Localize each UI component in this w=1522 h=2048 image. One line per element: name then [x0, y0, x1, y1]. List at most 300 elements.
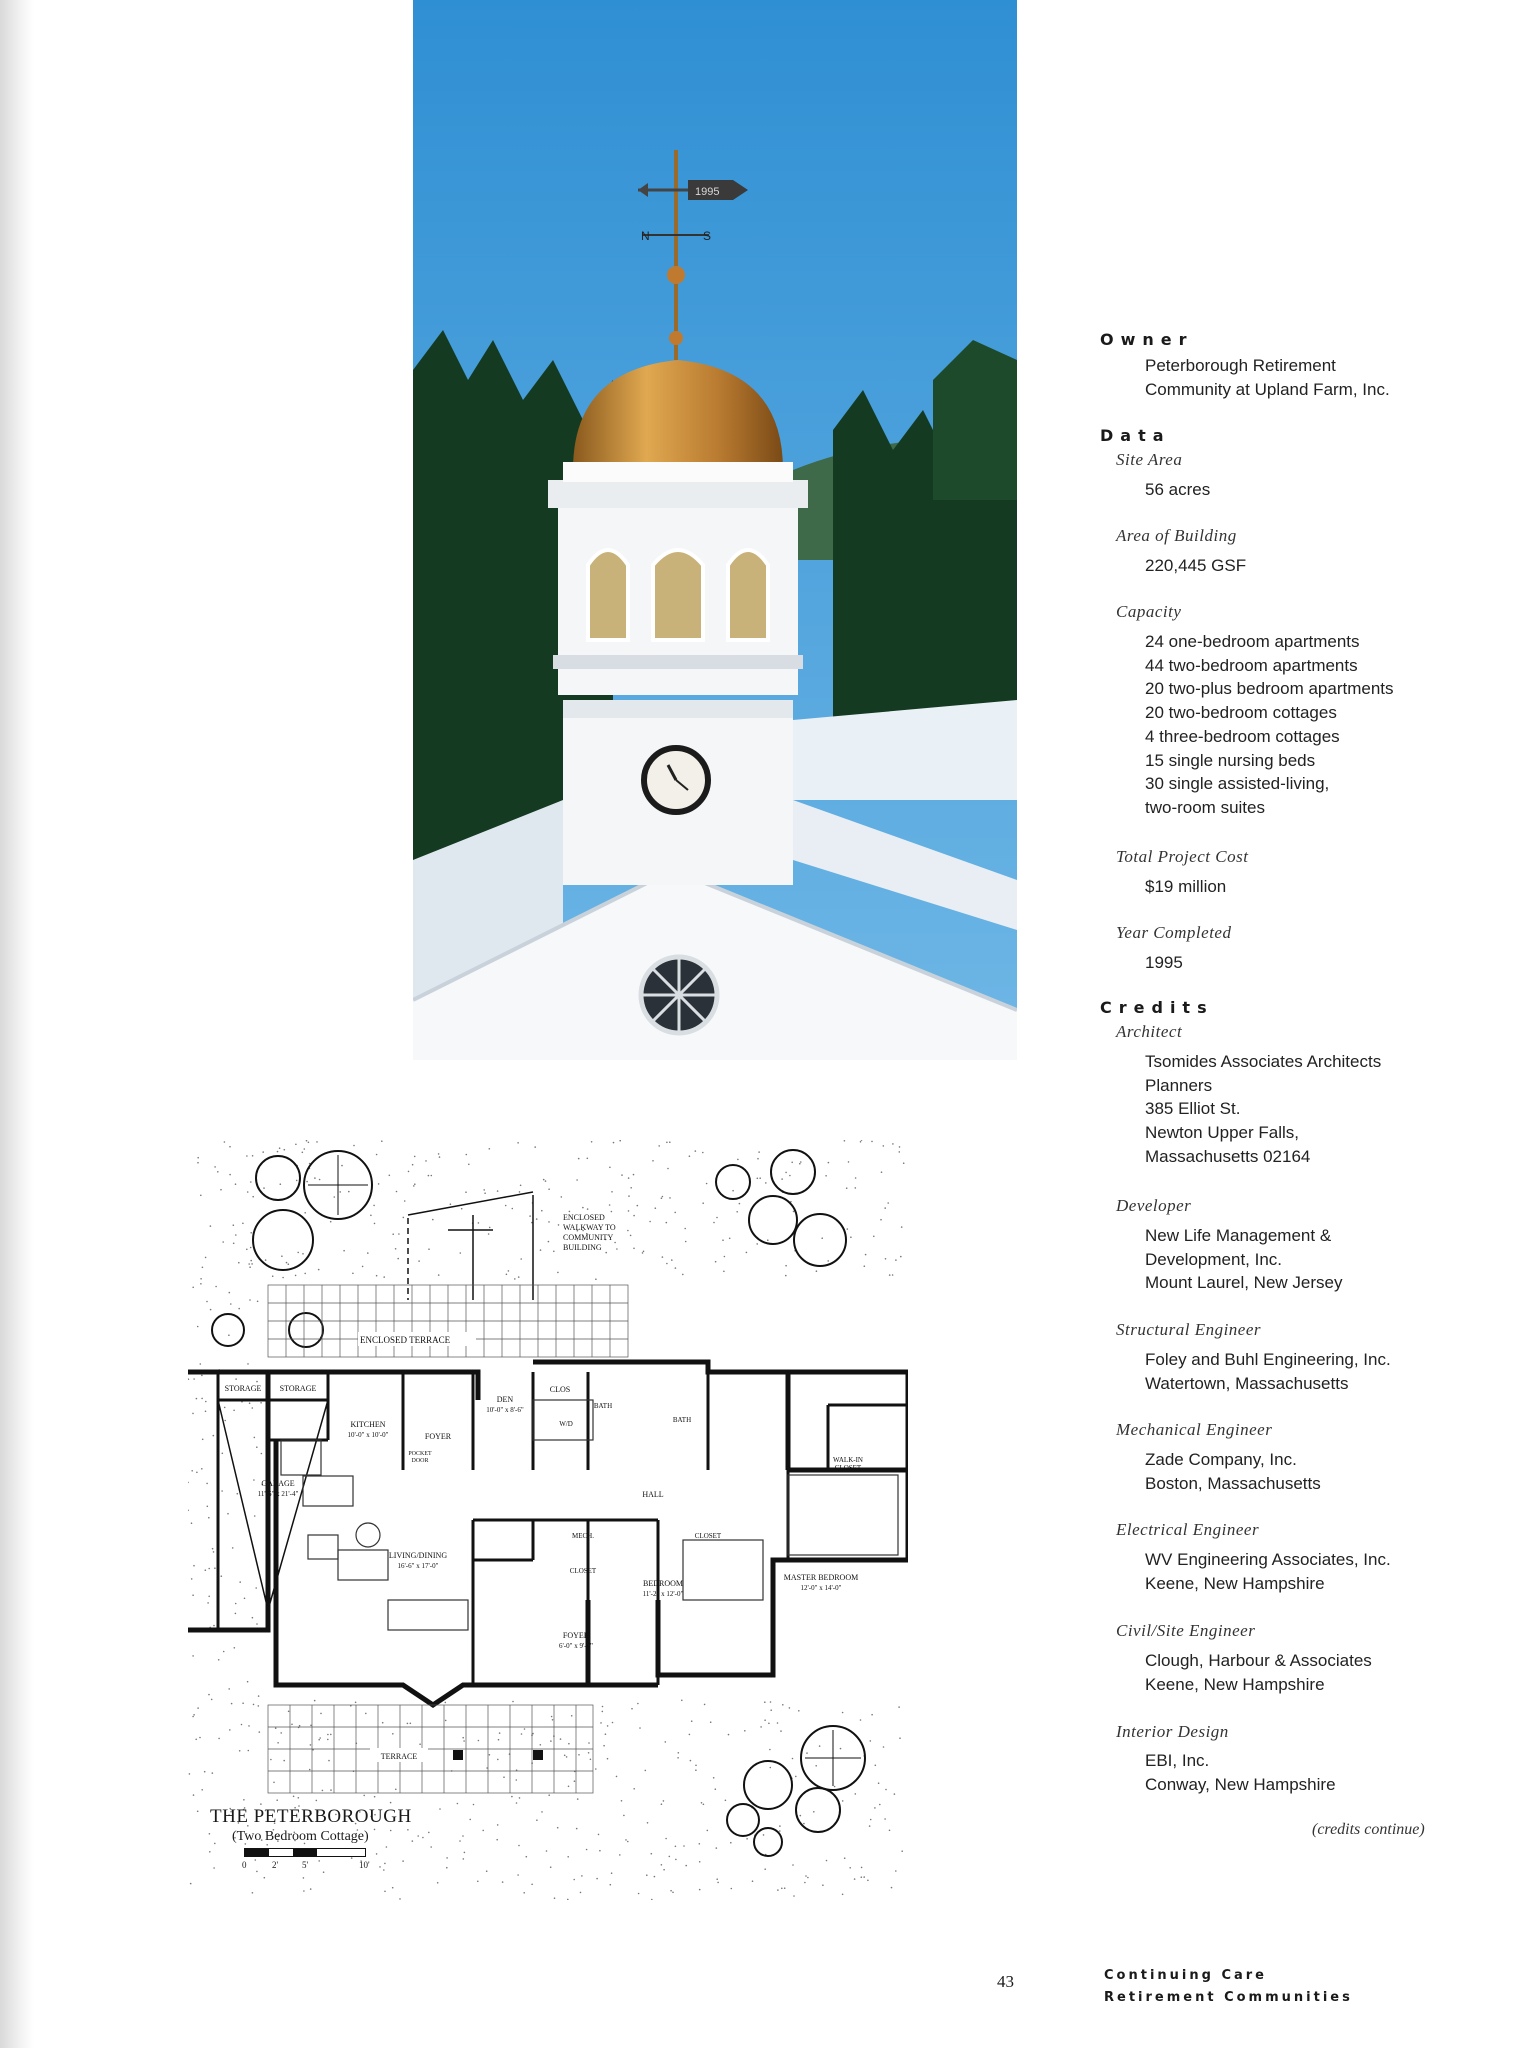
stipple-dot: [383, 1869, 385, 1871]
stipple-dot: [756, 1243, 758, 1245]
stipple-dot: [633, 1788, 635, 1790]
stipple-dot: [199, 1737, 201, 1739]
stipple-dot: [253, 1479, 255, 1481]
stipple-dot: [208, 1694, 210, 1696]
stipple-dot: [306, 1181, 308, 1183]
stipple-dot: [213, 1435, 215, 1437]
compass-s-label: S: [703, 229, 712, 243]
stipple-dot: [309, 1769, 311, 1771]
stipple-dot: [651, 1899, 653, 1900]
mechanical-line: Zade Company, Inc.: [1145, 1450, 1297, 1469]
stipple-dot: [399, 1898, 401, 1900]
stipple-dot: [466, 1154, 468, 1156]
stipple-dot: [255, 1587, 257, 1589]
stipple-dot: [489, 1754, 491, 1756]
svg-text:WALKWAY TO: WALKWAY TO: [563, 1223, 616, 1232]
stipple-dot: [739, 1203, 741, 1205]
stipple-dot: [623, 1815, 625, 1817]
mechanical-label: Mechanical Engineer: [1116, 1420, 1273, 1439]
plan-title: THE PETERBOROUGH: [210, 1806, 412, 1827]
scale-label: 2': [272, 1860, 279, 1870]
stipple-dot: [330, 1221, 332, 1223]
stipple-dot: [408, 1171, 410, 1173]
scale-label: 5': [302, 1860, 309, 1870]
stipple-dot: [327, 1734, 329, 1736]
stipple-dot: [248, 1725, 250, 1727]
stipple-dot: [781, 1178, 783, 1180]
structural-text: [1145, 1348, 1391, 1395]
stipple-dot: [725, 1800, 727, 1802]
stipple-dot: [192, 1287, 194, 1289]
stipple-dot: [242, 1223, 244, 1225]
stipple-dot: [208, 1596, 210, 1598]
stipple-dot: [540, 1249, 542, 1251]
stipple-dot: [844, 1857, 846, 1859]
stipple-dot: [728, 1734, 730, 1736]
stipple-dot: [502, 1881, 504, 1883]
stipple-dot: [723, 1271, 725, 1273]
stipple-dot: [197, 1326, 199, 1328]
stipple-dot: [536, 1819, 538, 1821]
stipple-dot: [439, 1808, 441, 1810]
stipple-dot: [250, 1181, 252, 1183]
stipple-dot: [777, 1722, 779, 1724]
stipple-dot: [376, 1275, 378, 1277]
building-area-block: [1145, 554, 1246, 578]
stipple-dot: [871, 1714, 873, 1716]
stipple-dot: [254, 1437, 256, 1439]
stipple-dot: [595, 1278, 597, 1280]
stipple-dot: [789, 1707, 791, 1709]
svg-text:POCKET: POCKET: [408, 1451, 432, 1457]
svg-text:11'-6" x 21'-4": 11'-6" x 21'-4": [257, 1490, 299, 1498]
stipple-dot: [247, 1681, 249, 1683]
stipple-dot: [847, 1228, 849, 1230]
stipple-dot: [782, 1704, 784, 1706]
stipple-dot: [793, 1895, 795, 1897]
stipple-dot: [643, 1251, 645, 1253]
architect-line: Planners: [1145, 1075, 1213, 1095]
building-area-label: Area of Building: [1116, 526, 1237, 545]
stipple-dot: [243, 1799, 245, 1801]
stipple-dot: [541, 1811, 543, 1813]
stipple-dot: [870, 1819, 872, 1821]
stipple-dot: [204, 1771, 206, 1773]
stipple-dot: [518, 1276, 520, 1278]
stipple-dot: [261, 1453, 263, 1455]
stipple-dot: [235, 1183, 237, 1185]
svg-text:CLOS: CLOS: [549, 1385, 571, 1394]
stipple-dot: [348, 1191, 350, 1193]
stipple-dot: [554, 1897, 556, 1899]
stipple-dot: [822, 1884, 824, 1886]
stipple-dot: [206, 1301, 208, 1303]
stipple-dot: [192, 1413, 194, 1415]
stipple-dot: [781, 1888, 783, 1890]
stipple-dot: [642, 1252, 644, 1254]
stipple-dot: [566, 1756, 568, 1758]
stipple-dot: [202, 1267, 204, 1269]
stipple-dot: [682, 1274, 684, 1276]
stipple-dot: [724, 1256, 726, 1258]
stipple-dot: [511, 1796, 513, 1798]
svg-text:BUILDING: BUILDING: [563, 1243, 602, 1252]
stipple-dot: [716, 1847, 718, 1849]
scale-bar-graphic: [244, 1848, 366, 1857]
stipple-dot: [647, 1822, 649, 1824]
stipple-dot: [628, 1177, 630, 1179]
stipple-dot: [602, 1706, 604, 1708]
svg-text:BATH: BATH: [593, 1402, 613, 1410]
stipple-dot: [764, 1719, 766, 1721]
stipple-dot: [235, 1613, 237, 1615]
stipple-dot: [272, 1275, 274, 1277]
stipple-dot: [296, 1180, 298, 1182]
stipple-dot: [295, 1144, 297, 1146]
book-spine-shadow: [0, 0, 34, 2048]
stipple-dot: [675, 1267, 677, 1269]
stipple-dot: [519, 1797, 521, 1799]
stipple-dot: [252, 1196, 254, 1198]
stipple-dot: [223, 1651, 225, 1653]
stipple-dot: [667, 1168, 669, 1170]
stipple-dot: [619, 1140, 621, 1142]
stipple-dot: [792, 1758, 794, 1760]
stipple-dot: [813, 1811, 815, 1813]
stipple-dot: [889, 1830, 891, 1832]
stipple-dot: [662, 1196, 664, 1198]
stipple-dot: [703, 1804, 705, 1806]
stipple-dot: [284, 1149, 286, 1151]
stipple-dot: [885, 1789, 887, 1791]
stipple-dot: [548, 1188, 550, 1190]
stipple-dot: [568, 1743, 570, 1745]
owner-line: Community at Upland Farm, Inc.: [1145, 379, 1390, 399]
stipple-dot: [630, 1187, 632, 1189]
developer-label: Developer: [1116, 1196, 1192, 1215]
stipple-dot: [770, 1767, 772, 1769]
stipple-dot: [630, 1235, 632, 1237]
svg-text:MECH.: MECH.: [572, 1532, 594, 1540]
stipple-dot: [302, 1253, 304, 1255]
stipple-dot: [407, 1829, 409, 1831]
stipple-dot: [666, 1222, 668, 1224]
stipple-dot: [607, 1758, 609, 1760]
stipple-dot: [276, 1799, 278, 1801]
stipple-dot: [874, 1807, 876, 1809]
stipple-dot: [353, 1145, 355, 1147]
owner-heading: Owner: [1100, 330, 1194, 349]
stipple-dot: [595, 1768, 597, 1770]
stipple-dot: [586, 1849, 588, 1851]
stipple-dot: [281, 1255, 283, 1257]
stipple-dot: [302, 1152, 304, 1154]
stipple-dot: [256, 1381, 258, 1383]
stipple-dot: [249, 1402, 251, 1404]
stipple-dot: [277, 1151, 279, 1153]
stipple-dot: [850, 1236, 852, 1238]
stipple-dot: [770, 1701, 772, 1703]
svg-text:MASTER BEDROOM: MASTER BEDROOM: [783, 1573, 859, 1582]
stipple-dot: [431, 1175, 433, 1177]
stipple-dot: [355, 1702, 357, 1704]
stipple-dot: [252, 1892, 254, 1894]
stipple-dot: [378, 1183, 380, 1185]
stipple-dot: [633, 1215, 635, 1217]
stipple-dot: [314, 1700, 316, 1702]
floor-plan: [188, 1140, 908, 1900]
site-area-block: [1145, 478, 1210, 502]
stipple-dot: [193, 1378, 195, 1380]
stipple-dot: [611, 1191, 613, 1193]
stipple-dot: [894, 1793, 896, 1795]
stipple-dot: [879, 1804, 881, 1806]
stipple-dot: [398, 1233, 400, 1235]
svg-text:12'-0" x 14'-0": 12'-0" x 14'-0": [800, 1584, 842, 1592]
stipple-dot: [899, 1151, 901, 1153]
stipple-dot: [707, 1830, 709, 1832]
stipple-dot: [546, 1850, 548, 1852]
stipple-dot: [370, 1215, 372, 1217]
stipple-dot: [247, 1191, 249, 1193]
stipple-dot: [390, 1830, 392, 1832]
stipple-dot: [208, 1517, 210, 1519]
stipple-dot: [299, 1725, 301, 1727]
stipple-dot: [757, 1158, 759, 1160]
stipple-dot: [212, 1772, 214, 1774]
stipple-dot: [681, 1700, 683, 1702]
svg-text:10'-0" x 8'-6": 10'-0" x 8'-6": [486, 1406, 524, 1414]
stipple-dot: [463, 1858, 465, 1860]
stipple-dot: [880, 1219, 882, 1221]
stipple-dot: [666, 1142, 668, 1144]
stipple-dot: [352, 1273, 354, 1275]
capacity-line: 4 three-bedroom cottages: [1145, 726, 1340, 746]
stipple-dot: [220, 1189, 222, 1191]
stipple-dot: [260, 1803, 262, 1805]
page-number: 43: [997, 1972, 1014, 1991]
stipple-dot: [412, 1840, 414, 1842]
stipple-dot: [207, 1506, 209, 1508]
project-cost-value: $19 million: [1145, 877, 1227, 896]
stipple-dot: [855, 1177, 857, 1179]
stipple-dot: [457, 1803, 459, 1805]
stipple-dot: [505, 1205, 507, 1207]
project-cost-block: [1145, 875, 1226, 899]
stipple-dot: [428, 1175, 430, 1177]
stipple-dot: [627, 1230, 629, 1232]
stipple-dot: [752, 1880, 754, 1882]
stipple-dot: [374, 1796, 376, 1798]
svg-text:FOYER: FOYER: [424, 1432, 452, 1441]
stipple-dot: [569, 1211, 571, 1213]
stipple-dot: [661, 1864, 663, 1866]
owner-line: Peterborough Retirement: [1145, 356, 1336, 375]
stipple-dot: [469, 1819, 471, 1821]
stipple-dot: [191, 1522, 193, 1524]
stipple-dot: [414, 1156, 416, 1158]
stipple-dot: [209, 1833, 211, 1835]
stipple-dot: [669, 1197, 671, 1199]
mechanical-text: [1145, 1448, 1321, 1495]
stipple-dot: [516, 1779, 518, 1781]
stipple-dot: [578, 1754, 580, 1756]
stipple-dot: [828, 1162, 830, 1164]
stipple-dot: [263, 1187, 265, 1189]
site-area-label: Site Area: [1116, 450, 1183, 469]
stipple-dot: [265, 1259, 267, 1261]
stipple-dot: [445, 1702, 447, 1704]
stipple-dot: [339, 1191, 341, 1193]
stipple-dot: [286, 1262, 288, 1264]
year-completed-label: Year Completed: [1116, 923, 1232, 942]
stipple-dot: [699, 1889, 701, 1891]
stipple-dot: [488, 1233, 490, 1235]
stipple-dot: [201, 1398, 203, 1400]
stipple-dot: [651, 1853, 653, 1855]
stipple-dot: [234, 1647, 236, 1649]
stipple-dot: [468, 1164, 470, 1166]
stipple-dot: [392, 1233, 394, 1235]
stipple-dot: [205, 1569, 207, 1571]
stipple-dot: [669, 1856, 671, 1858]
stipple-dot: [526, 1856, 528, 1858]
stipple-dot: [842, 1800, 844, 1802]
stipple-dot: [229, 1174, 231, 1176]
stipple-dot: [764, 1701, 766, 1703]
developer-line: New Life Management &: [1145, 1226, 1332, 1245]
stipple-dot: [275, 1727, 277, 1729]
stipple-dot: [506, 1274, 508, 1276]
stipple-dot: [524, 1728, 526, 1730]
site-area-value: 56 acres: [1145, 480, 1211, 499]
stipple-dot: [884, 1207, 886, 1209]
enclosed-terrace-grid: [268, 1285, 628, 1357]
stipple-dot: [779, 1830, 781, 1832]
stipple-dot: [314, 1177, 316, 1179]
stipple-dot: [590, 1759, 592, 1761]
stipple-dot: [607, 1725, 609, 1727]
svg-text:STORAGE: STORAGE: [224, 1384, 262, 1393]
stipple-dot: [252, 1155, 254, 1157]
stipple-dot: [789, 1175, 791, 1177]
stipple-dot: [779, 1825, 781, 1827]
stipple-dot: [541, 1210, 543, 1212]
stipple-dot: [827, 1260, 829, 1262]
stipple-dot: [213, 1867, 215, 1869]
stipple-dot: [587, 1158, 589, 1160]
svg-text:CLOSET: CLOSET: [569, 1567, 597, 1575]
stipple-dot: [516, 1802, 518, 1804]
stipple-dot: [251, 1263, 253, 1265]
stipple-dot: [645, 1770, 647, 1772]
stipple-dot: [288, 1711, 290, 1713]
stipple-dot: [842, 1712, 844, 1714]
stipple-dot: [552, 1719, 554, 1721]
stipple-dot: [248, 1263, 250, 1265]
stipple-dot: [246, 1249, 248, 1251]
stipple-dot: [883, 1746, 885, 1748]
developer-line: Mount Laurel, New Jersey: [1145, 1273, 1343, 1293]
stipple-dot: [800, 1815, 802, 1817]
stipple-dot: [310, 1725, 312, 1727]
svg-text:BATH: BATH: [672, 1416, 692, 1424]
stipple-dot: [304, 1273, 306, 1275]
stipple-dot: [386, 1846, 388, 1848]
stipple-dot: [816, 1270, 818, 1272]
stipple-dot: [473, 1804, 475, 1806]
stipple-dot: [210, 1225, 212, 1227]
stipple-dot: [758, 1151, 760, 1153]
stipple-dot: [885, 1258, 887, 1260]
stipple-dot: [785, 1265, 787, 1267]
stipple-dot: [731, 1888, 733, 1890]
stipple-dot: [384, 1891, 386, 1893]
stipple-dot: [665, 1741, 667, 1743]
stipple-dot: [895, 1259, 897, 1261]
stipple-dot: [445, 1720, 447, 1722]
stipple-dot: [249, 1299, 251, 1301]
stipple-dot: [477, 1881, 479, 1883]
svg-text:6'-0" x 9'-6": 6'-0" x 9'-6": [559, 1642, 593, 1650]
stipple-dot: [638, 1893, 640, 1895]
stipple-dot: [233, 1224, 235, 1226]
stipple-dot: [205, 1401, 207, 1403]
stipple-dot: [889, 1274, 891, 1276]
stipple-dot: [901, 1850, 903, 1852]
stipple-dot: [652, 1160, 654, 1162]
stipple-dot: [258, 1695, 260, 1697]
stipple-dot: [573, 1879, 575, 1881]
svg-text:GARAGE: GARAGE: [261, 1479, 295, 1488]
stipple-dot: [663, 1869, 665, 1871]
stipple-dot: [846, 1187, 848, 1189]
scale-label: 10': [359, 1860, 370, 1870]
stipple-dot: [715, 1788, 717, 1790]
stipple-dot: [244, 1598, 246, 1600]
stipple-dot: [191, 1470, 193, 1472]
stipple-dot: [518, 1845, 520, 1847]
stipple-dot: [744, 1730, 746, 1732]
stipple-dot: [499, 1732, 501, 1734]
footer-line: Continuing Care: [1104, 1968, 1267, 1983]
interior-line: EBI, Inc.: [1145, 1751, 1210, 1770]
stipple-dot: [192, 1594, 194, 1596]
stipple-dot: [685, 1865, 687, 1867]
stipple-dot: [229, 1729, 231, 1731]
stipple-dot: [188, 1482, 189, 1484]
oculus-window: [641, 957, 717, 1033]
stipple-dot: [603, 1745, 605, 1747]
stipple-dot: [256, 1446, 258, 1448]
stipple-dot: [855, 1187, 857, 1189]
stipple-dot: [432, 1219, 434, 1221]
stipple-dot: [439, 1156, 441, 1158]
scale-label: 0: [242, 1860, 247, 1870]
stipple-dot: [903, 1162, 905, 1164]
stipple-dot: [819, 1745, 821, 1747]
stipple-dot: [805, 1875, 807, 1877]
stipple-dot: [675, 1859, 677, 1861]
stipple-dot: [222, 1241, 224, 1243]
stipple-dot: [804, 1882, 806, 1884]
stipple-dot: [497, 1759, 499, 1761]
stipple-dot: [520, 1185, 522, 1187]
stipple-dot: [704, 1704, 706, 1706]
stipple-dot: [208, 1568, 210, 1570]
stipple-dot: [661, 1803, 663, 1805]
stipple-dot: [633, 1174, 635, 1176]
